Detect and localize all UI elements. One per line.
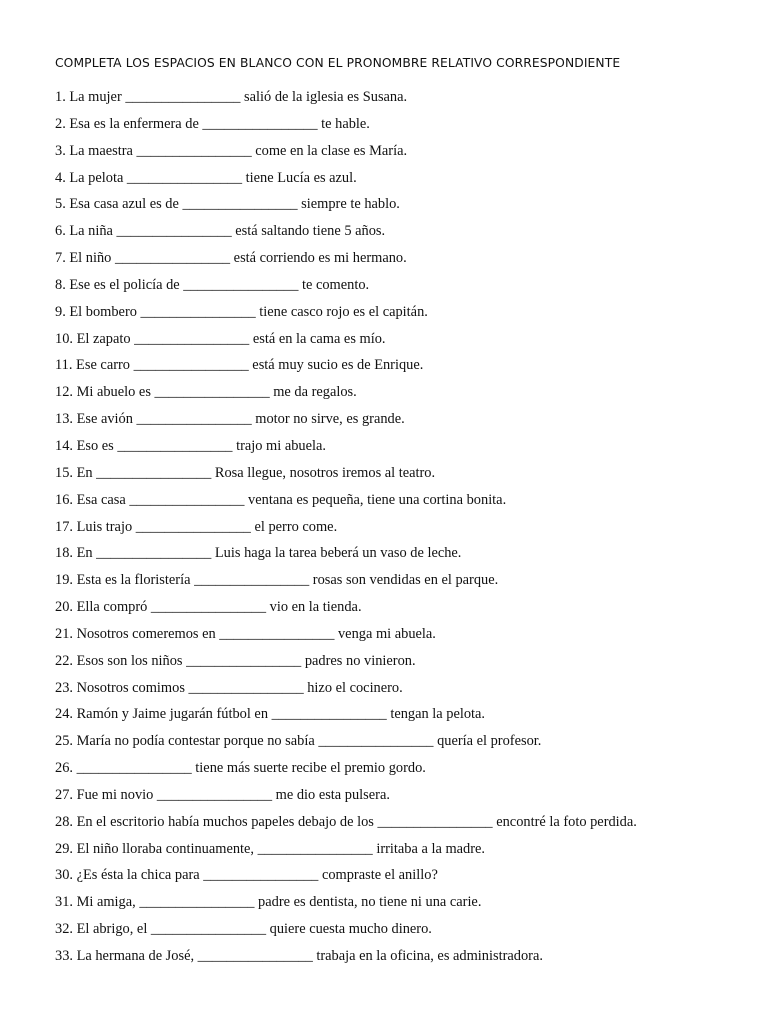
exercise-item-11: 11. Ese carro ________________ está muy sucio es de Enrique. xyxy=(55,357,424,374)
exercise-item-26: 26. ________________ tiene más suerte recibe el premio gordo. xyxy=(55,760,426,777)
exercise-item-16: 16. Esa casa ________________ ventana es pequeña, tiene una cortina bonita. xyxy=(55,491,507,508)
exercise-item-9: 9. El bombero ________________ tiene casco rojo es el capitán. xyxy=(55,303,428,320)
exercise-item-1: 1. La mujer ________________ salió de la iglesia es Susana. xyxy=(55,89,408,105)
exercise-item-22: 22. Esos son los niños ________________ padres no vinieron. xyxy=(55,652,416,669)
exercise-item-29: 29. El niño lloraba continuamente, ________________ irritaba a la madre. xyxy=(55,840,486,857)
exercise-list xyxy=(55,87,637,973)
exercise-item-12: 12. Mi abuelo es ________________ me da regalos. xyxy=(55,384,357,401)
worksheet-heading: COMPLETA LOS ESPACIOS EN BLANCO CON EL PRONOMBRE RELATIVO CORRESPONDIENTE xyxy=(55,56,621,70)
exercise-item-27: 27. Fue mi novio ________________ me dio esta pulsera. xyxy=(55,786,390,803)
exercise-item-25: 25. María no podía contestar porque no sabía ________________ quería el profesor. xyxy=(55,733,542,750)
exercise-item-21: 21. Nosotros comeremos en ________________ venga mi abuela. xyxy=(55,625,436,642)
exercise-item-32: 32. El abrigo, el ________________ quiere cuesta mucho dinero. xyxy=(55,921,432,938)
exercise-item-8: 8. Ese es el policía de ________________ te comento. xyxy=(55,276,370,293)
exercise-item-3: 3. La maestra ________________ come en la clase es María. xyxy=(55,142,408,159)
exercise-item-10: 10. El zapato ________________ está en la cama es mío. xyxy=(55,330,386,347)
exercise-item-5: 5. Esa casa azul es de ________________ siempre te hablo. xyxy=(55,196,400,213)
exercise-item-31: 31. Mi amiga, ________________ padre es dentista, no tiene ni una carie. xyxy=(55,894,482,911)
exercise-item-19: 19. Esta es la floristería ________________ rosas son vendidas en el parque. xyxy=(55,572,499,589)
exercise-item-7: 7. El niño ________________ está corriendo es mi hermano. xyxy=(55,250,407,267)
exercise-item-13: 13. Ese avión ________________ motor no sirve, es grande. xyxy=(55,411,405,428)
exercise-item-18: 18. En ________________ Luis haga la tarea beberá un vaso de leche. xyxy=(55,545,462,562)
exercise-item-2: 2. Esa es la enfermera de ________________ te hable. xyxy=(55,115,370,132)
exercise-item-30: 30. ¿Es ésta la chica para ________________ compraste el anillo? xyxy=(55,867,438,884)
exercise-item-33: 33. La hermana de José, ________________ trabaja en la oficina, es administradora. xyxy=(55,948,543,964)
exercise-item-4: 4. La pelota ________________ tiene Lucía es azul. xyxy=(55,169,357,186)
exercise-item-6: 6. La niña ________________ está saltando tiene 5 años. xyxy=(55,223,386,240)
exercise-item-14: 14. Eso es ________________ trajo mi abuela. xyxy=(55,437,326,454)
exercise-item-24: 24. Ramón y Jaime jugarán fútbol en ________________ tengan la pelota. xyxy=(55,706,486,723)
exercise-item-28: 28. En el escritorio había muchos papeles debajo de los ________________ encontré la foto perdida. xyxy=(55,813,637,830)
exercise-item-15: 15. En ________________ Rosa llegue, nosotros iremos al teatro. xyxy=(55,464,436,481)
exercise-item-23: 23. Nosotros comimos ________________ hizo el cocinero. xyxy=(55,679,403,696)
exercise-item-20: 20. Ella compró ________________ vio en la tienda. xyxy=(55,599,362,616)
exercise-item-17: 17. Luis trajo ________________ el perro come. xyxy=(55,518,338,535)
